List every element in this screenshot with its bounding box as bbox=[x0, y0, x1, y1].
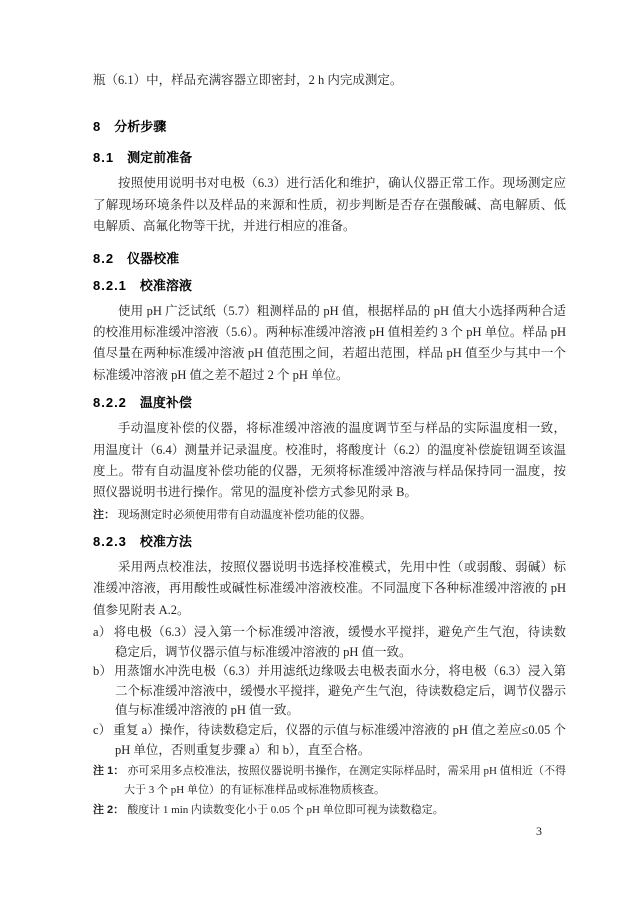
page-number: 3 bbox=[536, 824, 542, 838]
note-2-text: 酸度计 1 min 内读数变化小于 0.05 个 pH 单位即可视为读数稳定。 bbox=[127, 803, 444, 816]
step-b-text: 用蒸馏水冲洗电极（6.3）并用滤纸边缘吸去电极表面水分，将电极（6.3）浸入第二个标准缓冲溶液中，缓慢水平搅拌，避免产生气泡，待读数稳定后，调节仪器示值与标准缓冲溶液的 pH 值一致。 bbox=[114, 664, 566, 718]
section-8-2-3-notes bbox=[93, 762, 566, 820]
section-8-heading bbox=[93, 116, 566, 137]
section-8-2-3-heading bbox=[93, 531, 566, 552]
section-8-number: 8 bbox=[93, 119, 102, 135]
step-item-a bbox=[93, 623, 566, 662]
section-8-2-1-title: 校准溶液 bbox=[139, 277, 192, 293]
section-8-2-1-number: 8.2.1 bbox=[93, 277, 127, 293]
step-item-b bbox=[93, 662, 566, 721]
step-c-text: 重复 a）操作，待读数稳定后，仪器的示值与标准缓冲溶液的 pH 值之差应≤0.05 个 pH 单位，否则重复步骤 a）和 b），直至合格。 bbox=[113, 723, 566, 757]
note-1-text: 亦可采用多点校准法，按照仪器说明书操作，在测定实际样品时，需采用 pH 值相近（不得大于 3 个 pH 单位）的有证标准样品或标准物质核查。 bbox=[124, 765, 566, 797]
note-item-2 bbox=[93, 801, 566, 820]
calibration-steps-list bbox=[93, 623, 566, 760]
section-8-1-title: 测定前准备 bbox=[127, 150, 193, 166]
section-8-2-2-number: 8.2.2 bbox=[93, 395, 127, 411]
section-8-2-3-number: 8.2.3 bbox=[93, 533, 127, 549]
step-a-label: a） bbox=[93, 625, 112, 640]
page-content bbox=[93, 70, 566, 820]
section-8-1-heading bbox=[93, 147, 566, 168]
section-8-2-3-paragraph: 采用两点校准法，按照仪器说明书选择校准模式，先用中性（或弱酸、弱碱）标准缓冲溶液，再用酸性或碱性标准缓冲溶液校准。不同温度下各种标准缓冲溶液的 pH 值参见附表 A.2。 bbox=[93, 559, 566, 617]
section-8-title: 分析步骤 bbox=[114, 119, 167, 135]
note-2-label: 注 2： bbox=[93, 803, 125, 816]
note-label: 注： bbox=[93, 508, 115, 521]
note-item-1 bbox=[93, 762, 566, 800]
step-c-label: c） bbox=[93, 723, 112, 738]
section-8-2-2-heading bbox=[93, 392, 566, 413]
step-a-text: 将电极（6.3）浸入第一个标准缓冲溶液，缓慢水平搅拌，避免产生气泡，待读数稳定后，调节仪器示值与标准缓冲溶液的 pH 值一致。 bbox=[113, 625, 566, 659]
section-8-2-2-paragraph: 手动温度补偿的仪器，将标准缓冲溶液的温度调节至与样品的实际温度相一致，用温度计（6.4）测量并记录温度。校准时，将酸度计（6.2）的温度补偿旋钮调至该温度上。带有自动温度补偿功能的仪器，无须将标准缓冲溶液与样品保持同一温度，按照仪器说明书进行操作。常见的温度补偿方式参见附录 B。 bbox=[93, 421, 566, 500]
section-8-2-1-heading bbox=[93, 275, 566, 296]
section-8-1-number: 8.1 bbox=[93, 150, 115, 166]
section-8-1-paragraph: 按照使用说明书对电极（6.3）进行活化和维护，确认仪器正常工作。现场测定应了解现场环境条件以及样品的来源和性质，初步判断是否存在强酸碱、高电解质、低电解质、高氟化物等干扰，并进行相应的准备。 bbox=[93, 176, 566, 234]
section-8-2-heading bbox=[93, 248, 566, 269]
intro-paragraph: 瓶（6.1）中，样品充满容器立即密封，2 h 内完成测定。 bbox=[93, 73, 403, 87]
section-8-2-3-title: 校准方法 bbox=[139, 533, 192, 549]
section-8-2-1-paragraph: 使用 pH 广泛试纸（5.7）粗测样品的 pH 值，根据样品的 pH 值大小选择两种合适的校准用标准缓冲溶液（5.6）。两种标准缓冲溶液 pH 值相差约 3 个 pH 单位。样品 pH 值尽量在两种标准缓冲溶液 pH 值范围之间，若超出范围，样品 pH 值至少与其中一个标准缓冲溶液 pH 值之差不超过 2 个 pH 单位。 bbox=[93, 303, 566, 382]
section-8-2-2-note bbox=[93, 506, 566, 525]
step-b-label: b） bbox=[93, 664, 113, 679]
note-text: 现场测定时必须使用带有自动温度补偿功能的仪器。 bbox=[118, 508, 371, 521]
section-8-2-title: 仪器校准 bbox=[127, 250, 180, 266]
section-8-2-number: 8.2 bbox=[93, 250, 115, 266]
note-1-label: 注 1： bbox=[93, 765, 125, 778]
section-8-2-2-title: 温度补偿 bbox=[139, 395, 192, 411]
step-item-c bbox=[93, 721, 566, 760]
